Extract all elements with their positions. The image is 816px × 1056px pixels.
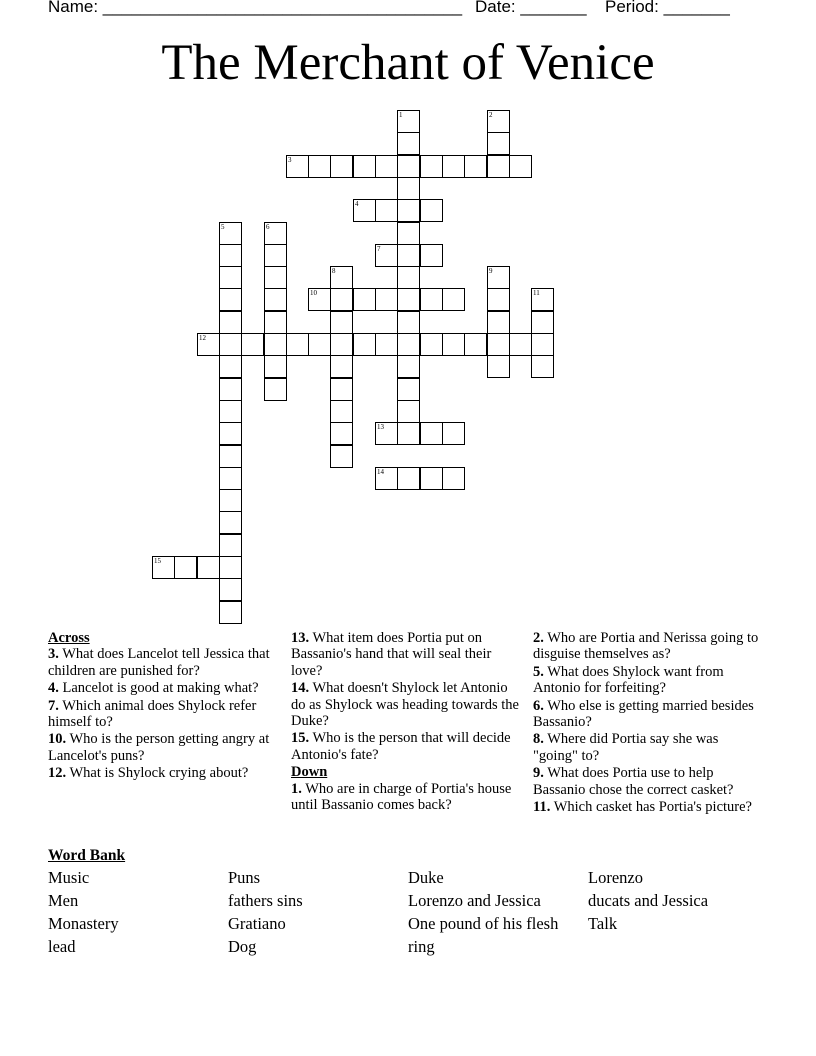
clue-number: 11. [533, 799, 551, 816]
crossword-cell[interactable] [219, 511, 242, 534]
crossword-cell[interactable] [219, 311, 242, 334]
crossword-cell[interactable] [531, 355, 554, 378]
crossword-cell[interactable] [197, 556, 220, 579]
clue-text: Who is the person that will decide Antonio's fate? [291, 730, 511, 763]
clue-number-label: 7 [377, 245, 381, 253]
word-bank-title: Word Bank [48, 847, 126, 864]
crossword-cell[interactable] [241, 333, 264, 356]
crossword-cell[interactable] [397, 288, 420, 311]
crossword-cell[interactable] [375, 155, 398, 178]
crossword-cell[interactable] [330, 155, 353, 178]
crossword-cell[interactable] [487, 311, 510, 334]
crossword-cell[interactable] [219, 489, 242, 512]
page-title: The Merchant of Venice [161, 35, 655, 91]
clue-number-label: 11 [533, 289, 540, 297]
clues-column-1 [48, 630, 276, 783]
crossword-cell[interactable] [375, 288, 398, 311]
crossword-cell[interactable] [330, 378, 353, 401]
crossword-cell[interactable] [397, 132, 420, 155]
crossword-cell[interactable] [420, 199, 443, 222]
crossword-cell[interactable] [308, 155, 331, 178]
crossword-cell[interactable] [219, 534, 242, 557]
word-bank-item: Monastery [48, 914, 119, 933]
clue-number-label: 8 [332, 267, 336, 275]
crossword-cell[interactable] [509, 155, 532, 178]
clue-number: 5. [533, 663, 544, 680]
clues-column-3 [533, 630, 761, 816]
clue-number: 10. [48, 731, 67, 748]
word-bank-item: Lorenzo and Jessica [408, 891, 541, 910]
crossword-cell[interactable] [397, 333, 420, 356]
crossword-cell[interactable] [464, 155, 487, 178]
clue-text: What does Portia use to help Bassanio chose the correct casket? [533, 765, 734, 798]
name-field[interactable]: Name: ______________________________________ [48, 0, 463, 16]
clue-number: 14. [291, 680, 310, 697]
crossword-cell[interactable] [330, 422, 353, 445]
crossword-cell[interactable] [397, 467, 420, 490]
clue-text: What item does Portia put on Bassanio's hand that will seal their love? [291, 630, 492, 679]
clue-down-9 [533, 765, 761, 798]
word-bank-item: fathers sins [228, 891, 303, 910]
clue-number-label: 13 [377, 423, 384, 431]
across-heading: Across [48, 630, 90, 646]
crossword-cell[interactable] [219, 578, 242, 601]
crossword-cell[interactable] [397, 199, 420, 222]
crossword-cell[interactable] [464, 333, 487, 356]
crossword-cell[interactable] [330, 288, 353, 311]
crossword-cell[interactable] [264, 355, 287, 378]
crossword-cell[interactable] [531, 333, 554, 356]
crossword-cell[interactable] [397, 355, 420, 378]
crossword-cell[interactable] [442, 333, 465, 356]
clue-text: Who are Portia and Nerissa going to disguise themselves as? [533, 630, 759, 663]
clue-number-label: 15 [154, 557, 161, 565]
crossword-cell[interactable] [487, 288, 510, 311]
clue-number-label: 2 [489, 111, 493, 119]
crossword-cell[interactable] [330, 333, 353, 356]
crossword-cell[interactable] [397, 244, 420, 267]
crossword-cell[interactable] [219, 288, 242, 311]
word-bank-item: Talk [588, 914, 618, 933]
crossword-cell[interactable] [219, 445, 242, 468]
crossword-cell[interactable] [264, 266, 287, 289]
crossword-cell[interactable] [487, 155, 510, 178]
crossword-cell[interactable] [219, 244, 242, 267]
crossword-cell[interactable] [442, 288, 465, 311]
crossword-cell[interactable] [397, 155, 420, 178]
crossword-cell[interactable] [420, 244, 443, 267]
clue-text: Who are in charge of Portia's house until Bassanio comes back? [291, 780, 512, 814]
crossword-cell[interactable] [397, 400, 420, 423]
word-bank-item: Duke [408, 868, 444, 887]
crossword-cell[interactable] [219, 556, 242, 579]
clue-text: Lancelot is good at making what? [58, 680, 259, 697]
crossword-cell[interactable] [442, 467, 465, 490]
word-bank-item: Puns [228, 868, 261, 887]
word-bank-item: Dog [228, 937, 257, 956]
clue-across-7 [48, 698, 276, 731]
word-bank-item: Music [48, 868, 90, 887]
clue-number: 13. [291, 630, 310, 646]
clue-number: 7. [48, 697, 59, 714]
word-bank-item: One pound of his flesh [408, 914, 559, 933]
crossword-cell[interactable] [420, 467, 443, 490]
clue-number: 15. [291, 730, 310, 747]
clue-down-2 [533, 630, 761, 663]
crossword-cell[interactable] [509, 333, 532, 356]
crossword-cell[interactable] [219, 355, 242, 378]
clue-number-label: 5 [221, 223, 225, 231]
crossword-cell[interactable] [397, 311, 420, 334]
word-bank-item: lead [48, 937, 76, 956]
clue-number: 2. [533, 630, 544, 646]
clue-number: 9. [533, 765, 544, 782]
crossword-cell[interactable] [397, 378, 420, 401]
clue-number: 8. [533, 731, 544, 748]
clue-text: Where did Portia say she was "going" to? [533, 731, 719, 764]
clue-number: 4. [48, 680, 59, 697]
crossword-cell[interactable] [353, 288, 376, 311]
crossword-cell[interactable] [375, 199, 398, 222]
clue-down-1 [291, 781, 521, 814]
clue-number-label: 1 [399, 111, 403, 119]
word-bank-item: Gratiano [228, 914, 286, 933]
clue-across-10 [48, 731, 276, 764]
crossword-cell[interactable] [330, 311, 353, 334]
crossword-cell[interactable] [264, 244, 287, 267]
crossword-cell[interactable] [397, 422, 420, 445]
crossword-cell[interactable] [308, 333, 331, 356]
clue-number: 12. [48, 765, 67, 782]
crossword-cell[interactable] [264, 378, 287, 401]
crossword-cell[interactable] [330, 355, 353, 378]
crossword-cell[interactable] [264, 288, 287, 311]
clue-across-14 [291, 680, 521, 729]
clue-text: Which animal does Shylock refer himself to? [48, 697, 257, 731]
clue-number-label: 14 [377, 468, 384, 476]
date-field[interactable]: Date: _______ [475, 0, 587, 16]
clue-number-label: 6 [266, 223, 270, 231]
word-bank-item: Men [48, 891, 79, 910]
clue-number-label: 9 [489, 267, 493, 275]
crossword-cell[interactable] [219, 266, 242, 289]
crossword-cell[interactable] [442, 155, 465, 178]
clue-number: 1. [291, 780, 302, 797]
crossword-cell[interactable] [420, 333, 443, 356]
clue-text: Who is the person getting angry at Lancelot's puns? [48, 731, 270, 764]
crossword-cell[interactable] [397, 266, 420, 289]
crossword-cell[interactable] [442, 422, 465, 445]
clue-text: Who else is getting married besides Bassanio? [533, 697, 754, 731]
clue-across-3 [48, 646, 276, 679]
clue-down-6 [533, 698, 761, 731]
clue-down-5 [533, 664, 761, 697]
down-heading: Down [291, 764, 328, 781]
clue-across-15 [291, 730, 521, 763]
clues-column-2 [291, 630, 521, 814]
word-bank-item: ring [408, 937, 435, 956]
clue-down-8 [533, 731, 761, 764]
clue-number: 3. [48, 646, 59, 663]
clue-number: 6. [533, 697, 544, 714]
crossword-cell[interactable] [397, 222, 420, 245]
crossword-cell[interactable] [420, 288, 443, 311]
crossword-cell[interactable] [219, 467, 242, 490]
crossword-cell[interactable] [264, 333, 287, 356]
clue-number-label: 3 [288, 156, 292, 164]
crossword-cell[interactable] [420, 422, 443, 445]
clue-number-label: 4 [355, 200, 359, 208]
crossword-cell[interactable] [174, 556, 197, 579]
clue-down-11 [533, 799, 761, 815]
crossword-cell[interactable] [330, 400, 353, 423]
period-field[interactable]: Period: _______ [605, 0, 730, 16]
clue-number-label: 10 [310, 289, 317, 297]
clue-text: What does Shylock want from Antonio for forfeiting? [533, 663, 724, 697]
crossword-cell[interactable] [487, 333, 510, 356]
clue-across-13 [291, 630, 521, 679]
crossword-cell[interactable] [397, 177, 420, 200]
crossword-cell[interactable] [420, 155, 443, 178]
clue-number-label: 12 [199, 334, 206, 342]
clue-text: What does Lancelot tell Jessica that children are punished for? [48, 646, 270, 679]
crossword-cell[interactable] [330, 445, 353, 468]
clue-across-12 [48, 765, 276, 781]
clue-text: What doesn't Shylock let Antonio do as Shylock was heading towards the Duke? [291, 680, 519, 730]
crossword-cell[interactable] [219, 333, 242, 356]
crossword-cell[interactable] [353, 155, 376, 178]
crossword-cell[interactable] [219, 422, 242, 445]
crossword-cell[interactable] [531, 311, 554, 334]
crossword-cell[interactable] [375, 333, 398, 356]
clue-text: Which casket has Portia's picture? [550, 799, 752, 816]
crossword-cell[interactable] [487, 132, 510, 155]
crossword-cell[interactable] [353, 333, 376, 356]
clue-text: What is Shylock crying about? [66, 765, 249, 782]
crossword-cell[interactable] [219, 400, 242, 423]
crossword-cell[interactable] [219, 601, 242, 624]
word-bank-item: Lorenzo [588, 868, 643, 887]
word-bank-item: ducats and Jessica [588, 891, 709, 910]
clue-across-4 [48, 680, 276, 696]
crossword-cell[interactable] [286, 333, 309, 356]
crossword-cell[interactable] [219, 378, 242, 401]
crossword-cell[interactable] [487, 355, 510, 378]
crossword-cell[interactable] [264, 311, 287, 334]
